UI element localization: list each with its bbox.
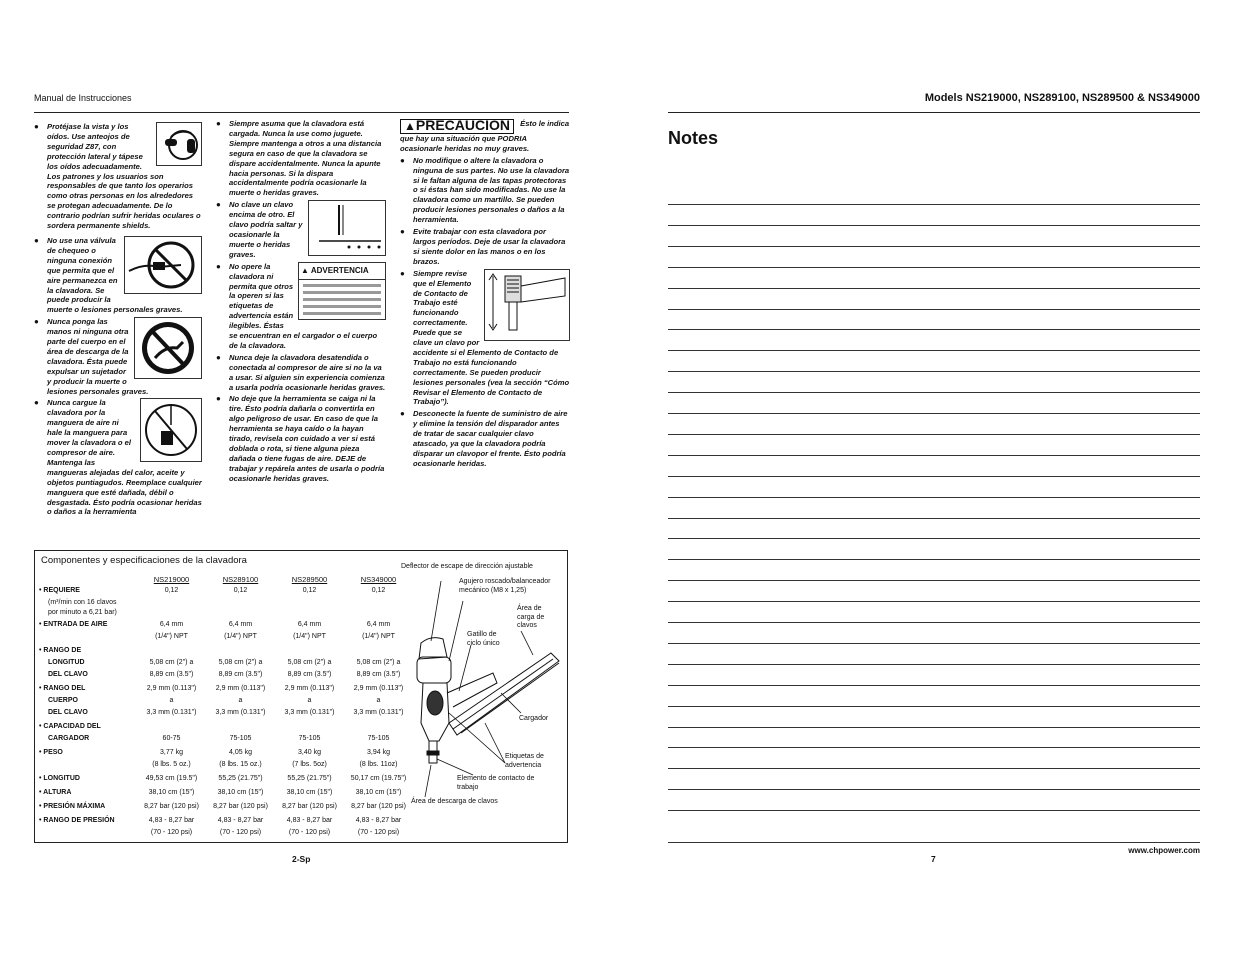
no-hands-icon [134,317,202,379]
spec-label [39,685,137,721]
spec-value-line: 3,3 mm (0.131") [146,709,197,716]
spec-value-line: 60-75 [162,735,181,742]
eye-protection-item: ● Protéjase la vista y los oídos. Use anteojos de seguridad Z87, con protección lateral y tápese los oídos adecuadamente. Los patrones y los usuarios son responsables de que tanto los operarios como otras personas en los alrededores se protegan adecuadamente. De lo contrario podrían sufrir heridas oculares o sordera permanente shields. [34,122,202,231]
notes-line [668,476,1200,477]
spec-label-line: DEL CLAVO [48,709,88,716]
spec-row [39,685,413,721]
spec-value-line: 8,89 cm (3.5") [287,671,332,678]
spec-value-ns289100 [206,587,275,619]
notes-line [668,497,1200,498]
callout-etiquetas: Etiquetas de advertencia [505,753,544,769]
notes-line [668,413,1200,414]
notes-line [668,518,1200,519]
spec-value-line: (70 - 120 psi) [219,829,262,836]
spec-value-ns289100 [206,803,275,815]
modify-item: ● No modifique o altere la clavadora o ninguna de sus partes. No use la clavadora si le faltan alguna de las tapas protectoras o si éstas han sido modificadas. No use la clavadora como un martillo. Se pueden producir lesiones personales o daños a la herramienta. [400,156,570,225]
spec-label [39,723,137,747]
spec-value-line: 75-105 [298,735,321,742]
specifications-box [34,550,568,843]
cylinder-cap [417,657,451,683]
spec-value-line: 55,25 (21.75") [218,775,263,782]
notes-line [668,267,1200,268]
spec-value-ns289100 [206,775,275,787]
callout-deflector: Deflector de escape de dirección ajustable [401,563,533,570]
notes-line [668,643,1200,644]
callout-gatillo: Gatillo de ciclo único [467,631,500,647]
page-number-left: 2-Sp [292,854,311,864]
spec-value-ns219000 [137,685,206,721]
spec-value-ns219000 [137,775,206,787]
spec-value-ns289100 [206,723,275,747]
spec-value-line: 2,9 mm (0.113") [146,685,197,692]
spec-value-line: (7 lbs. 5oz) [292,761,327,768]
notes-line [668,455,1200,456]
spec-value-line: (70 - 120 psi) [288,829,331,836]
spec-value-ns219000 [137,789,206,801]
spec-value-line [206,723,275,735]
no-carry-by-hose-icon [140,398,202,462]
spec-label-line [39,761,137,773]
spec-label-line: (m³/min con 16 clavos [48,599,117,606]
notes-line [668,622,1200,623]
notes-line [668,601,1200,602]
spec-value-line: 0,12 [371,587,386,594]
spec-value-line: 3,3 mm (0.131") [353,709,404,716]
spec-value-line: 5,08 cm (2") a [149,659,194,666]
header-rule-left [34,112,569,113]
spec-value-ns289100 [206,817,275,841]
spec-value-line: (8 lbs. 11oz) [359,761,398,768]
spec-label-line: DEL CLAVO [48,671,88,678]
notes-line [668,204,1200,205]
handle [447,673,497,707]
spec-label-line: LONGITUD [48,659,85,666]
spec-value-line: 5,08 cm (2") a [356,659,401,666]
check-valve-item: ● No use una válvula de chequeo o ninguna conexión que permita que el aire permanezca en la clavadora. Se puede producir la muerte o lesiones personales graves. [34,236,202,315]
spec-value-ns219000 [137,749,206,773]
spec-value-line: 8,89 cm (3.5") [149,671,194,678]
spec-value-line: 2,9 mm (0.113") [215,685,266,692]
unattended-item: ● Nunca deje la clavadora desatendida o conectada al compresor de aire si no la va a usar. Si alguien sin experiencia comienza a usarla podría ocasionarle heridas graves. [216,353,386,393]
spec-row [39,789,413,801]
precaucion-label: ▲PRECAUCION [400,119,514,134]
spec-row [39,803,413,815]
spec-row [39,647,413,683]
spec-label [39,789,137,801]
safety-column-1 [34,122,202,519]
spec-value-line: 3,77 kg [160,749,183,756]
model-ns289100: NS289100 [222,574,259,584]
spec-value-ns289500 [275,749,344,773]
safety-column-3 [400,119,570,471]
spec-row [39,723,413,747]
spec-value-line: (1/4") NPT [293,633,326,640]
spec-value-line: 4,83 - 8,27 bar [148,817,195,824]
precaucion-intro: ▲PRECAUCION Ésto le indica que hay una situación que PODRIA ocasionarle heridas no muy graves. [400,117,570,153]
spec-value-ns289500 [275,587,344,619]
spec-value-line: 5,08 cm (2") a [287,659,332,666]
notes-line [668,768,1200,769]
notes-line [668,288,1200,289]
spec-value-line: 4,83 - 8,27 bar [286,817,333,824]
drop-tool-item: ● No deje que la herramienta se caiga ni la tire. Ésto podría dañarla o convertirla en algo peligroso de usar. En caso de que la herramienta se haya caído o la hayan tirado, revísela con cuidado a ver si está doblada o rota, si tiene alguna pieza dañada o tiene fugas de aire. DEJE de trabajar y repárela antes de usarla o podría ocasionarle heridas graves. [216,394,386,483]
spec-label-line: por minuto a 6,21 bar) [48,609,117,616]
spec-value-line: (1/4") NPT [362,633,395,640]
goggles-earmuffs-icon [156,122,202,166]
spec-value-ns219000 [137,817,206,841]
notes-line [668,664,1200,665]
spec-value-line: 50,17 cm (19.75") [350,775,407,782]
spec-value-ns289500 [275,775,344,787]
callout-agujero: Agujero roscado/balanceador mecánico (M8 x 1,25) [459,578,551,594]
spec-value-line: 0,12 [233,587,248,594]
notes-line [668,371,1200,372]
notes-bottom-rule [668,842,1200,843]
exhaust-deflector [419,638,447,659]
notes-line [668,392,1200,393]
safety-column-2 [216,119,386,486]
spec-row [39,817,413,841]
spec-value-ns219000 [137,803,206,815]
spec-value-ns219000 [137,621,206,645]
specs-label-header [39,571,137,587]
notes-line [668,789,1200,790]
spec-value-line: 4,05 kg [229,749,252,756]
spec-value-line: 38,10 cm (15") [148,789,195,796]
header-right: Models NS219000, NS289100, NS289500 & NS349000 [924,92,1200,104]
spec-label-line: • REQUIERE [39,587,80,594]
nail-on-nail-icon [308,200,386,256]
spec-row [39,621,413,645]
spec-value-line: 6,4 mm [297,621,322,628]
notes-line [668,246,1200,247]
spec-value-line: 38,10 cm (15") [355,789,402,796]
specifications-title: Componentes y especificaciones de la clavadora [41,555,247,566]
spec-value-ns289100 [206,685,275,721]
page-number-right: 7 [931,854,936,864]
specifications-table [39,571,413,843]
spec-label-line: • PESO [39,749,63,756]
spec-value-line [275,647,344,659]
warning-triangle-icon: ▲ [404,119,416,133]
callout-cargador: Cargador [519,715,549,722]
spec-label-line: • ENTRADA DE AIRE [39,621,108,628]
spec-row [39,587,413,619]
specs-header-row [39,571,413,587]
spec-label-line: • RANGO DE PRESIÓN [39,817,115,824]
spec-value-line: a [307,697,312,704]
notes-line [668,580,1200,581]
specs-body [39,587,413,843]
spec-value-line: 75-105 [229,735,252,742]
model-ns289500: NS289500 [291,574,328,584]
notes-line [668,434,1200,435]
notes-line [668,309,1200,310]
spec-value-line: 0,12 [302,587,317,594]
spec-value-line: 2,9 mm (0.113") [284,685,335,692]
contact-element-item: ● Siempre revise que el Elemento de Contacto de Trabajo esté funcionando correctamente. Puede que se clave un clavo por accidente si el Elemento de Contacto de Trabajo no está funcionando correctamente. Se pueden producir lesiones personales (vea la sección “Cómo Revisar el Elemento de Contacto de Trabajo”). [400,269,570,408]
spec-value-line: 8,27 bar (120 psi) [144,803,199,810]
spec-value-line: 4,83 - 8,27 bar [217,817,264,824]
spec-value-ns289500 [275,685,344,721]
spec-value-ns289500 [275,803,344,815]
warning-labels-item: ● ▲ ADVERTENCIA No opere la clavadora ni permita que otros la operen si las etiquetas de advertencia están ilegibles. Éstas se encuentran en el cargador o el cuerpo de la clavadora. [216,262,386,351]
notes-line [668,727,1200,728]
spec-value-line: 3,40 kg [298,749,321,756]
spec-row-spacer [39,841,413,843]
notes-line [668,685,1200,686]
footer-url: www.chpower.com [1128,846,1200,855]
spec-label-line [39,829,137,841]
model-ns219000: NS219000 [153,574,190,584]
spec-value-line: (8 lbs. 5 oz.) [152,761,191,768]
spec-label-line: CUERPO [48,697,78,704]
spec-value-ns289500 [275,621,344,645]
spec-value-ns219000 [137,587,206,619]
notes-line [668,706,1200,707]
notes-line [668,329,1200,330]
spec-value-line: a [238,697,243,704]
spec-value-ns289500 [275,789,344,801]
hose-item: ● Nunca cargue la clavadora por la manguera de aire ni hale la manguera para mover la clavadora o el compresor de aire. Mantenga las mangueras alejadas del calor, aceite y objetos puntiagudos. Reemplace cualquier manguera que esté dañada, débil o desgastada. Ésto podría ocasionar heridas o daños a la herramienta [34,398,202,517]
header-rule-right [668,112,1200,113]
spec-value-ns219000 [137,723,206,747]
spec-label-line: • PRESIÓN MÁXIMA [39,803,106,810]
spec-label [39,817,137,841]
spec-label [39,803,137,815]
disconnect-air-item: ● Desconecte la fuente de suministro de aire y elimine la tensión del disparador antes de tratar de sacar cualquier clavo atascado, ya que la clavadora podría disparar un clavopor el frente. Ésto podría ocasionarle heridas. [400,409,570,468]
spec-label-line: • LONGITUD [39,775,80,782]
spec-value-line: a [376,697,381,704]
spec-value-line: 6,4 mm [159,621,184,628]
spec-value-line: (1/4") NPT [224,633,257,640]
long-periods-item: ● Evite trabajar con esta clavadora por largos períodos. Deje de usar la clavadora si siente dolor en las manos o en los brazos. [400,227,570,267]
spec-value-ns289500 [275,817,344,841]
spec-value-line: 8,27 bar (120 psi) [213,803,268,810]
spec-value-line: 8,27 bar (120 psi) [351,803,406,810]
spec-value-line: 3,94 kg [367,749,390,756]
spec-row [39,775,413,787]
model-ns349000: NS349000 [360,574,397,584]
spec-label-line: • RANGO DEL [39,685,86,692]
spec-value-line: 38,10 cm (15") [217,789,264,796]
assume-loaded-item: ● Siempre asuma que la clavadora está cargada. Nunca la use como juguete. Siempre mantenga a otros a una distancia segura en caso de que la clavadora se dispare accidentalmente. Nunca la apunte hacia personas. Si la dispara accidentalmente podría ocasionarle la muerte o heridas graves. [216,119,386,198]
spec-value-line: (1/4") NPT [155,633,188,640]
spec-label-line [39,633,137,645]
spec-value-line: 38,10 cm (15") [286,789,333,796]
hands-item: ● Nunca ponga las manos ni ninguna otra parte del cuerpo en el área de descarga de la clavadora. Ésta puede expulsar un sujetador y producir la muerte o lesiones personales graves. [34,317,202,396]
spec-value-line: 4,83 - 8,27 bar [355,817,402,824]
spec-value-ns289100 [206,749,275,773]
spec-value-line: 5,08 cm (2") a [218,659,263,666]
spec-value-line [206,647,275,659]
callout-area-carga: Área de carga de clavos [517,605,545,629]
spec-value-line: (70 - 120 psi) [150,829,193,836]
spec-label [39,647,137,683]
callout-elemento: Elemento de contacto de trabajo [457,775,535,791]
nail-on-nail-item: ● No clave un clavo encima de otro. El clavo podría saltar y ocasionarle la muerte o heridas graves. [216,200,386,259]
spec-value-line: 8,89 cm (3.5") [356,671,401,678]
warning-triangle-icon: ▲ [301,265,309,275]
spec-value-line: a [169,697,174,704]
spec-value-line [275,723,344,735]
spec-label [39,749,137,773]
contact-element-diagram [484,269,570,341]
spec-value-line: (70 - 120 psi) [357,829,400,836]
spec-value-line: (8 lbs. 15 oz.) [219,761,262,768]
notes-line [668,225,1200,226]
notes-title: Notes [668,128,719,148]
spec-label-line: • ALTURA [39,789,72,796]
spec-value-line [137,723,206,735]
spec-value-line: 75-105 [367,735,390,742]
notes-line [668,747,1200,748]
spec-value-line: 6,4 mm [366,621,391,628]
spec-value-ns289100 [206,621,275,645]
spec-value-line: 6,4 mm [228,621,253,628]
notes-line [668,559,1200,560]
advertencia-label: ● ▲ ADVERTENCIA [298,262,386,320]
spec-value-ns289100 [206,789,275,801]
spec-value-line: 2,9 mm (0.113") [353,685,404,692]
spec-value-line [137,647,206,659]
no-check-valve-icon [124,236,202,294]
spec-label-line: CARGADOR [48,735,90,742]
spec-value-line: 49,53 cm (19.5") [145,775,198,782]
spec-value-line: 3,3 mm (0.131") [284,709,335,716]
spec-value-ns289100 [206,647,275,683]
spec-value-ns289500 [275,647,344,683]
spec-label [39,587,137,619]
notes-line [668,538,1200,539]
header-left: Manual de Instrucciones [34,93,132,103]
spec-label [39,775,137,787]
spec-value-ns219000 [137,647,206,683]
notes-line [668,810,1200,811]
spec-value-line: 0,12 [164,587,179,594]
spec-value-line: 8,89 cm (3.5") [218,671,263,678]
spec-value-line: 8,27 bar (120 psi) [282,803,337,810]
spec-value-line: 3,3 mm (0.131") [215,709,266,716]
spec-label-line: • RANGO DE [39,647,82,654]
spec-row [39,749,413,773]
spec-label [39,621,137,645]
spec-label-line: • CAPACIDAD DEL [39,723,101,730]
spec-value-ns289500 [275,723,344,747]
callout-area-descarga: Área de descarga de clavos [411,798,498,805]
spec-value-line: 55,25 (21.75") [287,775,332,782]
notes-line [668,350,1200,351]
